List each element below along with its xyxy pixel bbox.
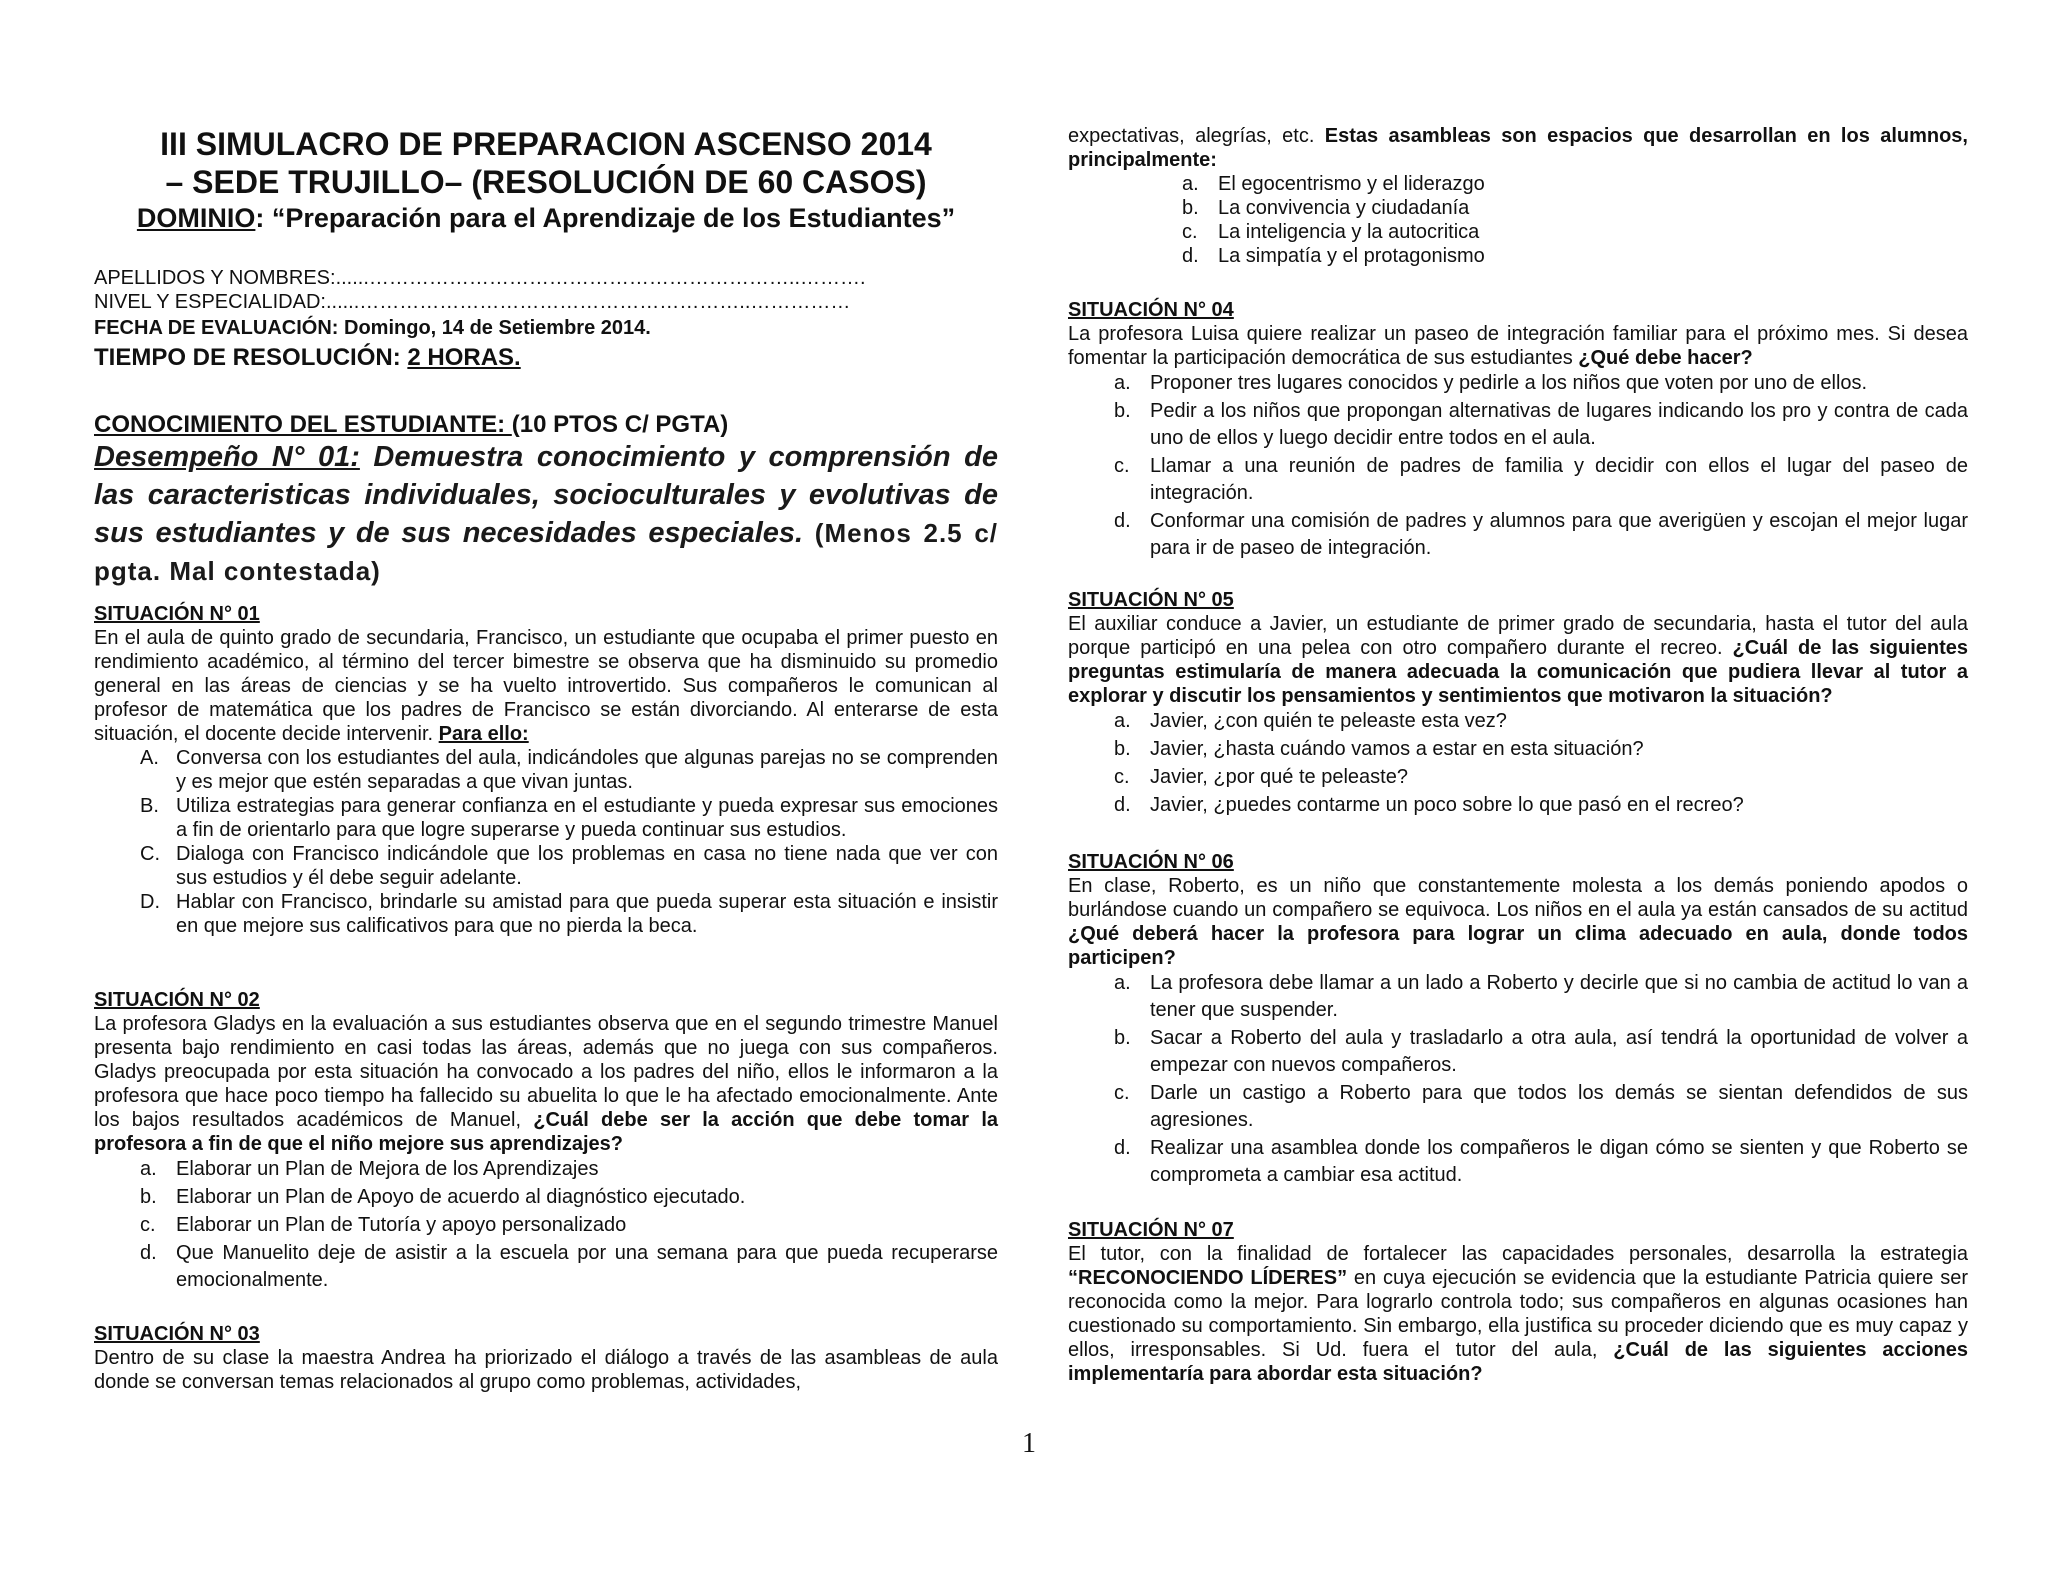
- option-letter: C.: [140, 843, 160, 865]
- situation-05-heading: SITUACIÓN N° 05: [1068, 589, 1234, 611]
- option-letter: a.: [1114, 972, 1131, 994]
- situation-07-strategy: “RECONOCIENDO LÍDERES”: [1068, 1267, 1348, 1289]
- option-item: [1136, 244, 1968, 268]
- option-item: [94, 1184, 998, 1212]
- option-text: Dialoga con Francisco indicándole que los problemas en casa no tiene nada que ver con sus estudios y él debe seguir adelante.: [176, 843, 998, 889]
- option-text: Realizar una asamblea donde los compañeros le digan cómo se sienten y que Roberto se comprometa a cambiar esa actitud.: [1150, 1137, 1968, 1186]
- option-item: [94, 1156, 998, 1184]
- option-item: [94, 1240, 998, 1295]
- option-text: Conversa con los estudiantes del aula, indicándoles que algunas parejas no se comprenden y es mejor que estén separadas a que vivan juntas.: [176, 747, 998, 793]
- option-item: [94, 842, 998, 890]
- desempeno-text: Demuestra conocimiento y comprensión de las caracteristicas individuales, socioculturales y evolutivas de sus estudiantes y de sus necesidades especiales.: [94, 441, 998, 549]
- situation-03: [94, 1322, 998, 1394]
- option-item: [1068, 1135, 1968, 1190]
- desempeno-penalty: (Menos 2.5 c/ pgta. Mal contestada): [94, 518, 999, 586]
- option-text: Llamar a una reunión de padres de familia y decidir con ellos el lugar del paseo de integración.: [1150, 455, 1968, 504]
- desempeno-block: [94, 438, 998, 590]
- option-letter: d.: [1114, 794, 1131, 816]
- option-letter: a.: [1182, 173, 1199, 195]
- option-text: Javier, ¿puedes contarme un poco sobre lo que pasó en el recreo?: [1150, 794, 1744, 816]
- resolution-time: [94, 343, 521, 373]
- option-letter: c.: [1114, 455, 1130, 477]
- option-text: La profesora debe llamar a un lado a Roberto y decirle que si no cambia de actitud lo van a tener que suspender.: [1150, 972, 1968, 1021]
- situation-01-text: [94, 626, 998, 746]
- section-title: [94, 410, 728, 440]
- option-text: La inteligencia y la autocritica: [1218, 221, 1480, 243]
- situation-07: [1068, 1218, 1968, 1386]
- date-label: FECHA DE EVALUACIÓN: [94, 317, 332, 339]
- evaluation-date: [94, 316, 651, 340]
- option-item: [94, 1212, 998, 1240]
- option-text: Javier, ¿con quién te peleaste esta vez?: [1150, 710, 1507, 732]
- situation-02-question: ¿Cuál debe ser la acción que debe tomar la profesora a fin de que el niño mejore sus aprendizajes?: [94, 1109, 998, 1155]
- option-letter: d.: [1114, 1137, 1131, 1159]
- situation-06: [1068, 850, 1968, 1190]
- option-item: [1068, 370, 1968, 398]
- option-item: [1068, 508, 1968, 563]
- option-letter: c.: [1114, 1082, 1130, 1104]
- situation-03-text: Dentro de su clase la maestra Andrea ha priorizado el diálogo a través de las asambleas de aula donde se conversan temas relacionados al grupo como problemas, actividades,: [94, 1347, 998, 1393]
- option-letter: d.: [140, 1242, 157, 1264]
- option-text: Elaborar un Plan de Mejora de los Aprendizajes: [176, 1158, 599, 1180]
- situation-03-heading: SITUACIÓN N° 03: [94, 1323, 260, 1345]
- option-letter: A.: [140, 747, 159, 769]
- option-item: [1068, 970, 1968, 1025]
- time-label: TIEMPO DE RESOLUCIÓN:: [94, 344, 401, 371]
- option-text: Darle un castigo a Roberto para que todos los demás se sientan defendidos de sus agresiones.: [1150, 1082, 1968, 1131]
- option-item: [1068, 708, 1968, 736]
- option-item: [94, 794, 998, 842]
- situation-01-question: Para ello:: [438, 723, 529, 745]
- option-letter: d.: [1114, 510, 1131, 532]
- situation-07-heading: SITUACIÓN N° 07: [1068, 1219, 1234, 1241]
- situation-05-text: [1068, 612, 1968, 708]
- situation-05: [1068, 588, 1968, 820]
- option-text: Elaborar un Plan de Tutoría y apoyo personalizado: [176, 1214, 627, 1236]
- option-letter: b.: [140, 1186, 157, 1208]
- situation-03-continuation: expectativas, alegrías, etc.: [1068, 125, 1315, 147]
- situation-03-question: Estas asambleas son espacios que desarrollan en los alumnos, principalmente:: [1068, 125, 1968, 171]
- option-text: Proponer tres lugares conocidos y pedirle a los niños que voten por uno de ellos.: [1150, 372, 1868, 394]
- option-letter: b.: [1114, 400, 1131, 422]
- option-letter: a.: [1114, 710, 1131, 732]
- title-line-1: III SIMULACRO DE PREPARACION ASCENSO 2014: [160, 126, 932, 162]
- option-item: [1136, 196, 1968, 220]
- situation-04-options: [1068, 370, 1968, 563]
- situation-03-continued: [1068, 124, 1968, 268]
- option-text: Hablar con Francisco, brindarle su amistad para que pueda superar esta situación e insistir en que mejore sus calificativos para que no pierda la beca.: [176, 891, 998, 937]
- option-letter: a.: [140, 1158, 157, 1180]
- situation-04-body: La profesora Luisa quiere realizar un paseo de integración familiar para el próximo mes. Si desea fomentar la participación democrática de sus estudiantes: [1068, 323, 1968, 369]
- option-item: [1068, 764, 1968, 792]
- situation-02: [94, 988, 998, 1295]
- option-text: Javier, ¿hasta cuándo vamos a estar en esta situación?: [1150, 738, 1644, 760]
- option-item: [1068, 1080, 1968, 1135]
- situation-01: [94, 602, 998, 938]
- option-text: Utiliza estrategias para generar confianza en el estudiante y pueda expresar sus emociones a fin de orientarlo para que logre superarse y pueda continuar sus estudios.: [176, 795, 998, 841]
- option-letter: D.: [140, 891, 160, 913]
- date-value: : Domingo, 14 de Setiembre 2014.: [331, 317, 651, 339]
- option-item: [1068, 792, 1968, 820]
- situation-01-heading: SITUACIÓN N° 01: [94, 603, 260, 625]
- situation-06-options: [1068, 970, 1968, 1190]
- domain-title: [94, 199, 998, 237]
- option-item: [1068, 1025, 1968, 1080]
- domain-label: DOMINIO: [136, 203, 256, 233]
- time-value: 2 HORAS.: [407, 344, 521, 371]
- option-text: Elaborar un Plan de Apoyo de acuerdo al diagnóstico ejecutado.: [176, 1186, 746, 1208]
- option-text: El egocentrismo y el liderazgo: [1218, 173, 1485, 195]
- desempeno-label: Desempeño N° 01:: [94, 441, 360, 473]
- option-letter: B.: [140, 795, 159, 817]
- situation-01-options: [94, 746, 998, 938]
- situation-05-body: El auxiliar conduce a Javier, un estudiante de primer grado de secundaria, hasta el tutor del aula porque participó en una pelea con otro compañero durante el recreo.: [1068, 613, 1968, 659]
- option-item: [1136, 172, 1968, 196]
- option-letter: d.: [1182, 245, 1199, 267]
- option-text: La convivencia y ciudadanía: [1218, 197, 1470, 219]
- situation-06-question: ¿Qué deberá hacer la profesora para lograr un clima adecuado en aula, donde todos participen?: [1068, 923, 1968, 969]
- option-text: Que Manuelito deje de asistir a la escuela por una semana para que pueda recuperarse emocionalmente.: [176, 1242, 998, 1291]
- name-field-line: APELLIDOS Y NOMBRES:......………………………………………………………..……….: [94, 267, 866, 289]
- page-number: 1: [1022, 1428, 1036, 1459]
- option-letter: c.: [1182, 221, 1198, 243]
- situation-04-text: [1068, 322, 1968, 370]
- situation-03-options: [1136, 172, 1968, 268]
- option-letter: b.: [1114, 738, 1131, 760]
- situation-03-continued-text: [1068, 124, 1968, 172]
- option-letter: c.: [1114, 766, 1130, 788]
- situation-02-text: [94, 1012, 998, 1156]
- situation-05-question: ¿Cuál de las siguientes preguntas estimularía de manera adecuada la comunicación que pudiera llevar al tutor a explorar y discutir los pensamientos y sentimientos que motivaron la situación?: [1068, 637, 1969, 707]
- option-item: [1068, 398, 1968, 453]
- level-field-line: NIVEL Y ESPECIALIDAD:......…………………………………………………..……………: [94, 291, 851, 313]
- option-item: [94, 746, 998, 794]
- situation-04-heading: SITUACIÓN N° 04: [1068, 299, 1234, 321]
- option-text: Sacar a Roberto del aula y trasladarlo a otra aula, así tendrá la oportunidad de volver a empezar con nuevos compañeros.: [1150, 1027, 1968, 1076]
- situation-06-text: [1068, 874, 1968, 970]
- option-letter: b.: [1182, 197, 1199, 219]
- situation-06-heading: SITUACIÓN N° 06: [1068, 851, 1234, 873]
- situation-02-heading: SITUACIÓN N° 02: [94, 989, 260, 1011]
- section-points: (10 PTOS C/ PGTA): [511, 411, 729, 438]
- situation-04-question: ¿Qué debe hacer?: [1572, 347, 1753, 369]
- situation-07-question: ¿Cuál de las siguientes acciones implementaría para abordar esta situación?: [1068, 1339, 1968, 1385]
- option-text: Javier, ¿por qué te peleaste?: [1150, 766, 1408, 788]
- situation-07-body-a: El tutor, con la finalidad de fortalecer las capacidades personales, desarrolla la estrategia: [1068, 1243, 1968, 1265]
- option-item: [1068, 453, 1968, 508]
- option-item: [1136, 220, 1968, 244]
- situation-02-body: La profesora Gladys en la evaluación a sus estudiantes observa que en el segundo trimestre Manuel presenta bajo rendimiento en casi todas las áreas, además que no juega con sus compañeros. Gladys preocupada por esta situación ha convocado a los padres del niño, ellos le informaron a la profesora que hace poco tiempo ha fallecido su abuelita lo que le ha afectado emocionalmente. Ante los bajos resultados académicos de Manuel,: [94, 1013, 998, 1131]
- situation-07-text: [1068, 1242, 1968, 1386]
- title-line-2: – SEDE TRUJILLO– (RESOLUCIÓN DE 60 CASOS): [165, 164, 927, 200]
- option-item: [1068, 736, 1968, 764]
- option-text: Conformar una comisión de padres y alumnos para que averigüen y escojan el mejor lugar para ir de paseo de integración.: [1150, 510, 1968, 559]
- section-name: CONOCIMIENTO DEL ESTUDIANTE:: [94, 411, 512, 438]
- option-text: La simpatía y el protagonismo: [1218, 245, 1485, 267]
- situation-06-body: En clase, Roberto, es un niño que constantemente molesta a los demás poniendo apodos o burlándose cuando un compañero se equivoca. Los niños en el aula ya están cansados de su actitud: [1068, 875, 1968, 921]
- domain-text: : “Preparación para el Aprendizaje de los Estudiantes”: [255, 203, 956, 233]
- option-item: [94, 890, 998, 938]
- option-text: Pedir a los niños que propongan alternativas de lugares indicando los pro y contra de cada uno de ellos y luego decidir entre todos en el aula.: [1150, 400, 1968, 449]
- option-letter: a.: [1114, 372, 1131, 394]
- situation-05-options: [1068, 708, 1968, 820]
- situation-07-body-b: en cuya ejecución se evidencia que la estudiante Patricia quiere ser reconocida como la mejor. Para lograrlo controla todo; sus compañeros en algunas ocasiones han cuestionado su comportamiento. Sin embargo, ella justifica su proceder diciendo que es muy capaz y ellos, irresponsables. Si Ud. fuera el tutor del aula,: [1068, 1267, 1968, 1361]
- situation-04: [1068, 298, 1968, 563]
- situation-01-body: En el aula de quinto grado de secundaria, Francisco, un estudiante que ocupaba el primer puesto en rendimiento académico, al término del tercer bimestre se observa que ha disminuido su promedio general en las áreas de ciencias y se ha vuelto introvertido. Sus compañeros le comunican al profesor de matemática que los padres de Francisco se están divorciando. Al enterarse de esta situación, el docente decide intervenir.: [94, 627, 998, 745]
- situation-02-options: [94, 1156, 998, 1295]
- option-letter: b.: [1114, 1027, 1131, 1049]
- option-letter: c.: [140, 1214, 156, 1236]
